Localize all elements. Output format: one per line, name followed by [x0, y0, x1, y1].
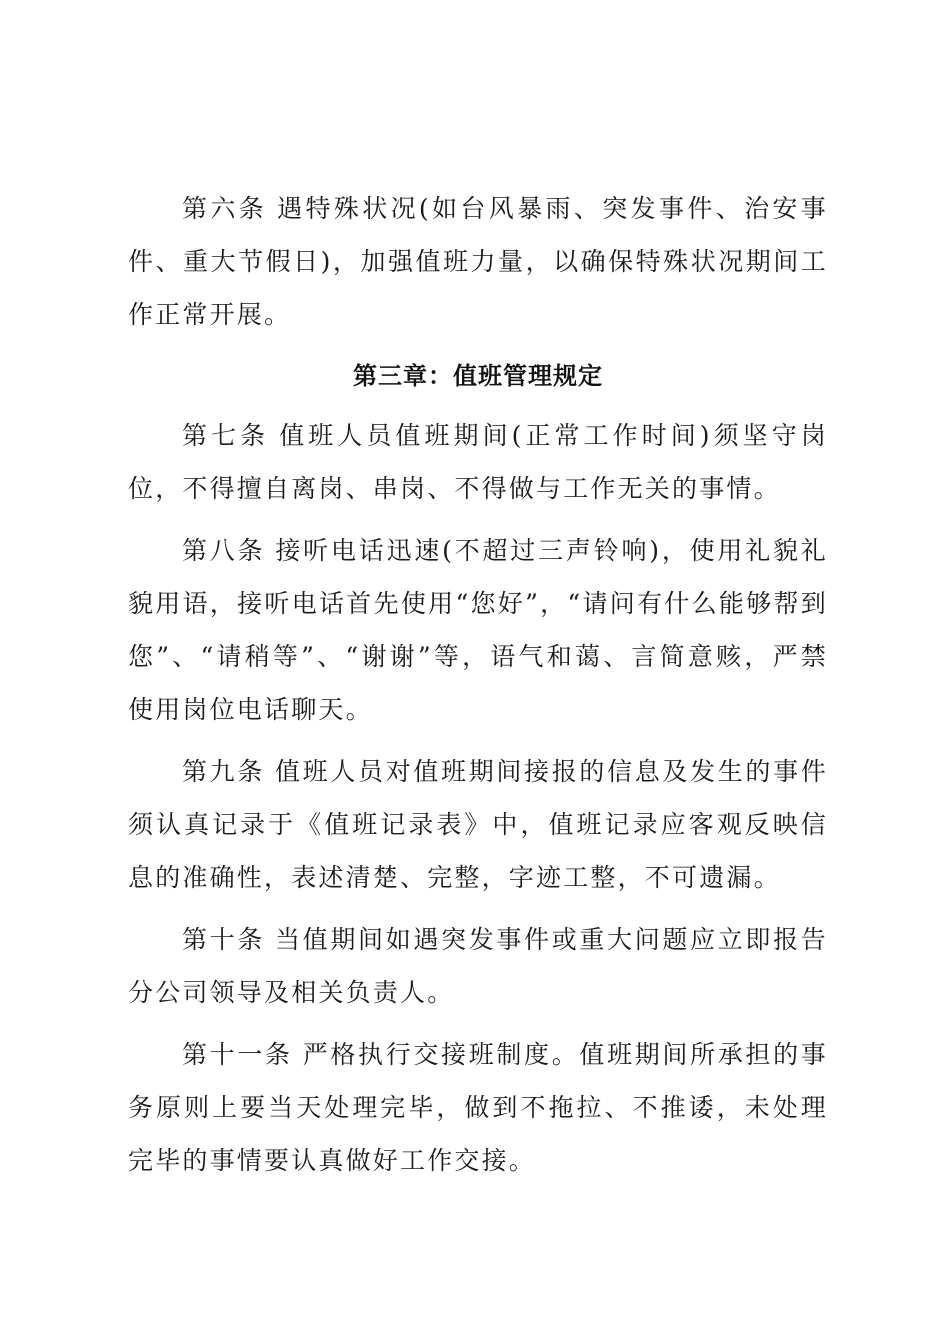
article-text: 接听电话迅速(不超过三声铃响)，使用礼貌礼貌用语，接听电话首先使用“您好”，“请问有什么能够帮到您”、“请稍等”、“谢谢”等，语气和蔼、言简意赅，严禁使用岗位电话聊天。 [128, 536, 828, 724]
article-text: 遇特殊状况(如台风暴雨、突发事件、治安事件、重大节假日)，加强值班力量，以确保特殊状况期间工作正常开展。 [128, 194, 828, 329]
article-8 [128, 524, 828, 736]
article-text: 严格执行交接班制度。值班期间所承担的事务原则上要当天处理完毕，做到不拖拉、不推诿，未处理完毕的事情要认真做好工作交接。 [128, 1040, 828, 1175]
article-number: 第九条 [182, 757, 266, 786]
chapter-title: 第三章：值班管理规定 [353, 362, 603, 390]
article-text: 当值期间如遇突发事件或重大问题应立即报告分公司领导及相关负责人。 [128, 925, 828, 1007]
article-text: 值班人员值班期间(正常工作时间)须坚守岗位，不得擅自离岗、串岗、不得做与工作无关的事情。 [128, 421, 828, 503]
article-11 [128, 1028, 828, 1187]
article-number: 第十条 [182, 925, 266, 954]
document-body [128, 182, 828, 1187]
article-number: 第十一条 [182, 1040, 293, 1069]
article-6 [128, 182, 828, 341]
article-number: 第八条 [182, 536, 266, 565]
article-9 [128, 745, 828, 904]
article-number: 第七条 [182, 421, 270, 450]
article-number: 第六条 [182, 194, 268, 223]
article-10 [128, 913, 828, 1019]
article-7 [128, 409, 828, 515]
article-text: 值班人员对值班期间接报的信息及发生的事件须认真记录于《值班记录表》中，值班记录应客观反映信息的准确性，表述清楚、完整，字迹工整，不可遗漏。 [128, 757, 828, 892]
